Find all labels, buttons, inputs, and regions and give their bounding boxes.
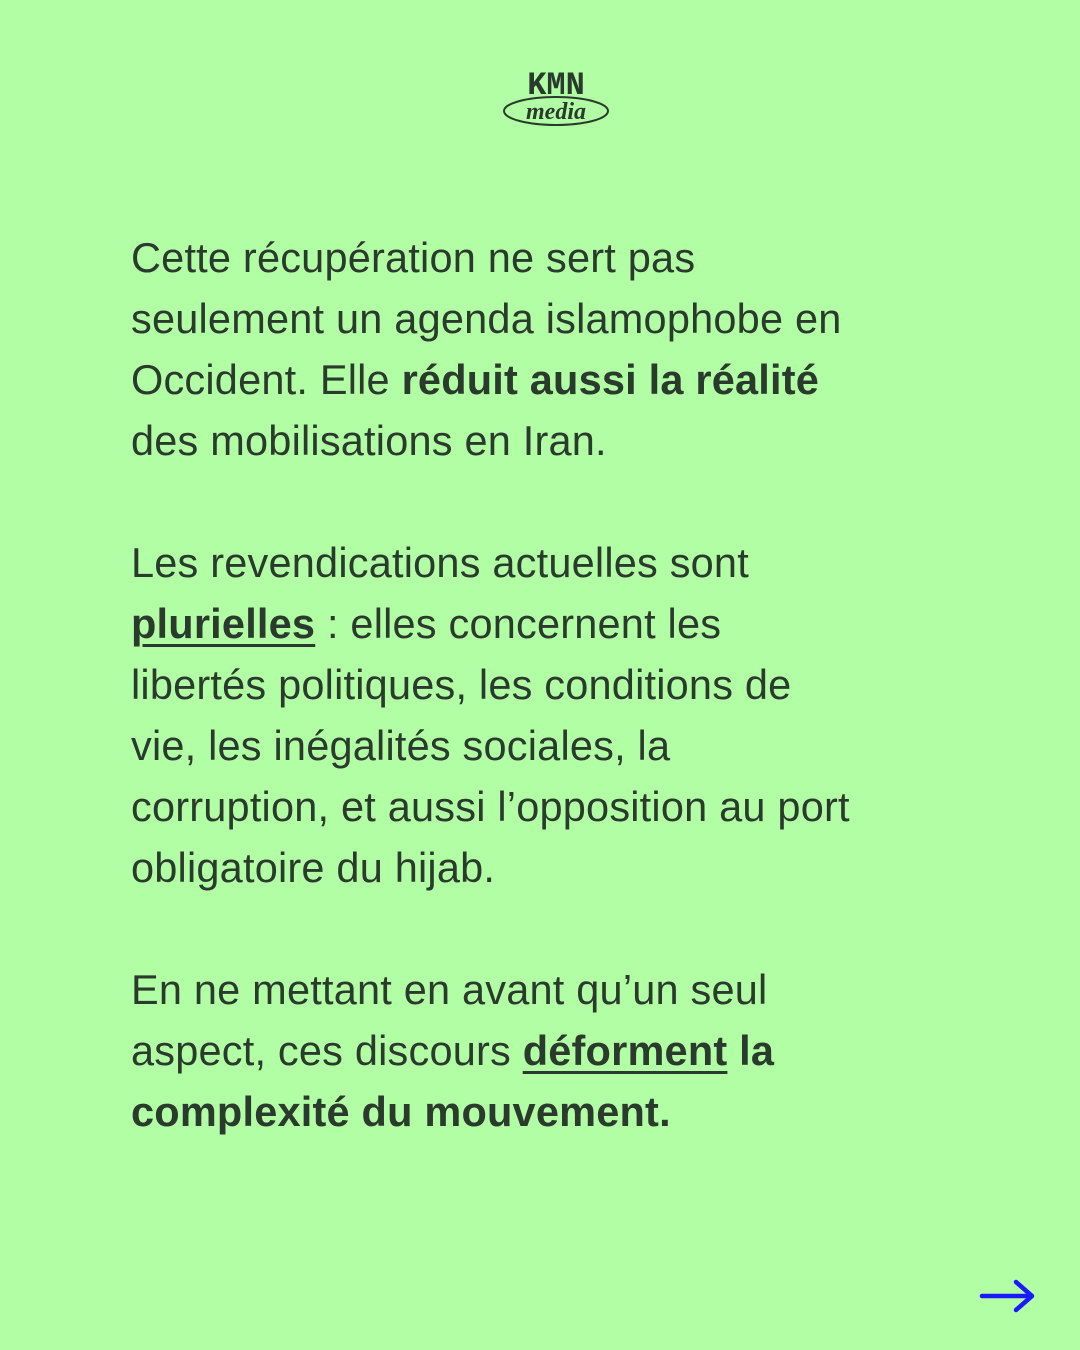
p2-underlined-keyword: plurielles [131, 600, 316, 647]
p3-line-3-bold: complexité du mouvement. [131, 1088, 671, 1135]
p3-line-2: aspect, ces discours [131, 1027, 523, 1074]
logo-bottom-text: media [526, 99, 586, 125]
p2-line-2: : elles concernent les [315, 600, 722, 647]
arrow-right-icon[interactable] [978, 1278, 1038, 1314]
logo-top-text: KMN [527, 67, 585, 104]
kmn-media-logo [500, 64, 612, 130]
p1-line-1: Cette récupération ne sert pas [131, 234, 696, 281]
paragraph-1 [131, 227, 961, 471]
p1-line-4: des mobilisations en Iran. [131, 417, 607, 464]
p3-line-2-bold: la [727, 1027, 775, 1074]
p2-line-3: libertés politiques, les conditions de [131, 661, 792, 708]
p1-line-3-bold: réduit aussi la réalité [401, 356, 820, 403]
p1-line-2: seulement un agenda islamophobe en [131, 295, 842, 342]
p2-line-4: vie, les inégalités sociales, la [131, 722, 671, 769]
main-text [131, 227, 961, 1203]
p2-line-6: obligatoire du hijab. [131, 844, 496, 891]
p2-line-5: corruption, et aussi l’opposition au port [131, 783, 850, 830]
p1-line-3: Occident. Elle [131, 356, 402, 403]
p3-underlined-keyword: déforment [522, 1027, 728, 1074]
p3-line-1: En ne mettant en avant qu’un seul [131, 966, 768, 1013]
paragraph-2 [131, 532, 961, 898]
paragraph-3 [131, 959, 961, 1142]
p2-line-1: Les revendications actuelles sont [131, 539, 749, 586]
